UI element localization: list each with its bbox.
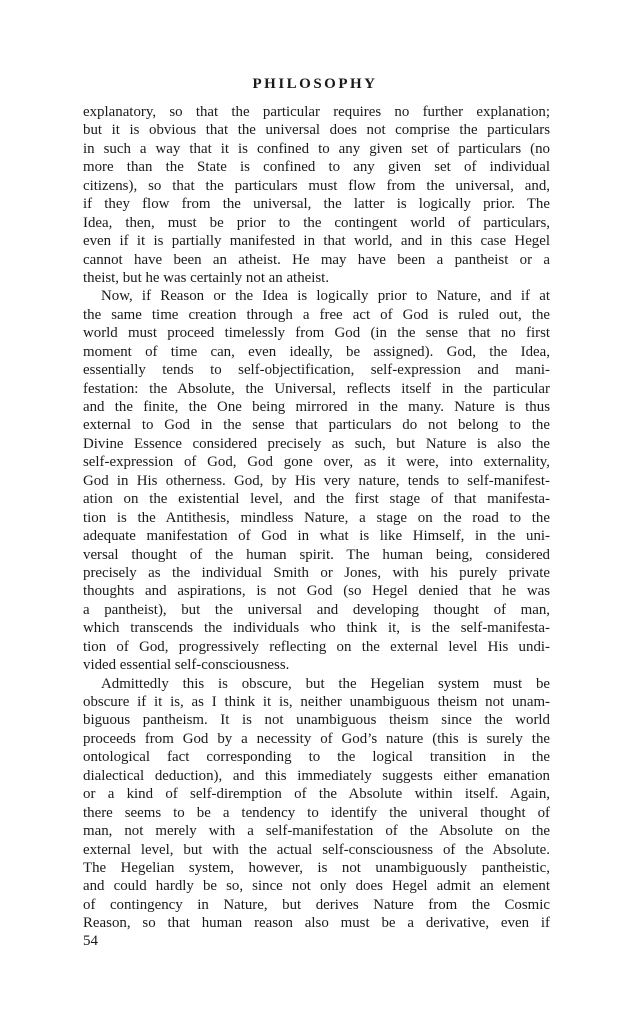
text-line: cannot have been an atheist. He may have been a pantheist or a <box>83 251 550 268</box>
text-line: tion is the Antithesis, mindless Nature, a stage on the road to the <box>83 509 550 526</box>
text-line: of contingency in Nature, but derives Nature from the Cosmic <box>83 896 550 913</box>
text-line: Reason, so that human reason also must be a derivative, even if <box>83 915 550 932</box>
text-line: Admittedly this is obscure, but the Hegelian system must be <box>101 675 550 692</box>
paragraph <box>83 675 550 933</box>
text-line: citizens), so that the particulars must flow from the universal, and, <box>83 177 550 194</box>
text-line: if they flow from the universal, the latter is logically prior. The <box>83 196 550 213</box>
text-line: in such a way that it is confined to any given set of particulars (no <box>83 140 550 157</box>
text-line: even if it is partially manifested in that world, and in this case Hegel <box>83 233 550 250</box>
paragraph <box>83 103 550 287</box>
text-line: which transcends the individuals who think it, is the self-manifesta- <box>83 620 550 637</box>
running-header: PHILOSOPHY <box>252 76 378 92</box>
text-line: and the finite, the One being mirrored in the many. Nature is thus <box>83 399 550 415</box>
text-line: explanatory, so that the particular requires no further explanation; <box>83 104 550 120</box>
text-line: the same time creation through a free act of God is ruled out, the <box>83 306 550 323</box>
text-line: Now, if Reason or the Idea is logically prior to Nature, and if at <box>101 288 550 305</box>
text-line: Divine Essence considered precisely as such, but Nature is also the <box>83 435 550 452</box>
text-line: vided essential self-consciousness. <box>83 657 290 674</box>
text-line: theist, but he was certainly not an atheist. <box>83 269 330 286</box>
text-line: versal thought of the human spirit. The human being, considered <box>83 546 550 563</box>
text-line: moment of time can, even ideally, be assigned). God, the Idea, <box>83 343 550 360</box>
text-line: external level, but with the actual self-consciousness of the Absolute. <box>83 841 550 858</box>
text-line: precisely as the individual Smith or Jones, with his purely private <box>83 564 550 581</box>
text-line: a pantheist), but the universal and developing thought of man, <box>83 601 550 618</box>
text-line: world must proceed timelessly from God (in the sense that no first <box>83 325 550 342</box>
text-line: or a kind of self-diremption of the Absolute within itself. Again, <box>83 786 550 803</box>
page-body <box>83 103 550 933</box>
text-line: festation: the Absolute, the Universal, reflects itself in the particular <box>83 380 550 397</box>
text-line: tion of God, progressively reflecting on the external level His undi- <box>83 638 550 655</box>
text-line: external to God in the sense that particulars do not belong to the <box>83 417 550 434</box>
text-line: dialectical deduction), and this immediately suggests either emanation <box>83 767 550 784</box>
text-line: Idea, then, must be prior to the contingent world of particulars, <box>83 214 550 231</box>
text-line: The Hegelian system, however, is not unambiguously pantheistic, <box>83 859 550 876</box>
text-line: there seems to be a tendency to identify the univeral thought of <box>83 804 550 821</box>
text-line: biguous pantheism. It is not unambiguous theism since the world <box>83 712 550 729</box>
text-line: ontological fact corresponding to the logical transition in the <box>83 749 550 766</box>
text-line: and could hardly be so, since not only does Hegel admit an element <box>83 878 550 895</box>
text-line: ation on the existential level, and the first stage of that manifesta- <box>83 491 550 508</box>
text-line: God in His otherness. God, by His very nature, tends to self-manifest- <box>83 472 550 489</box>
text-line: self-expression of God, God gone over, as it were, into externality, <box>83 454 550 471</box>
text-line: thoughts and aspirations, is not God (so Hegel denied that he was <box>83 583 550 600</box>
text-line: man, not merely with a self-manifestation of the Absolute on the <box>83 823 550 840</box>
text-line: obscure if it is, as I think it is, neither unambiguous theism not unam- <box>83 694 550 710</box>
text-line: more than the State is confined to any given set of individual <box>83 159 550 176</box>
text-line: but it is obvious that the universal does not comprise the particulars <box>83 122 550 139</box>
text-line: adequate manifestation of God in what is like Himself, in the uni- <box>83 528 550 545</box>
paragraph <box>83 287 550 674</box>
page-number: 54 <box>83 933 98 949</box>
text-line: proceeds from God by a necessity of God’s nature (this is surely the <box>83 730 550 747</box>
text-line: essentially tends to self-objectification, self-expression and mani- <box>83 362 550 379</box>
